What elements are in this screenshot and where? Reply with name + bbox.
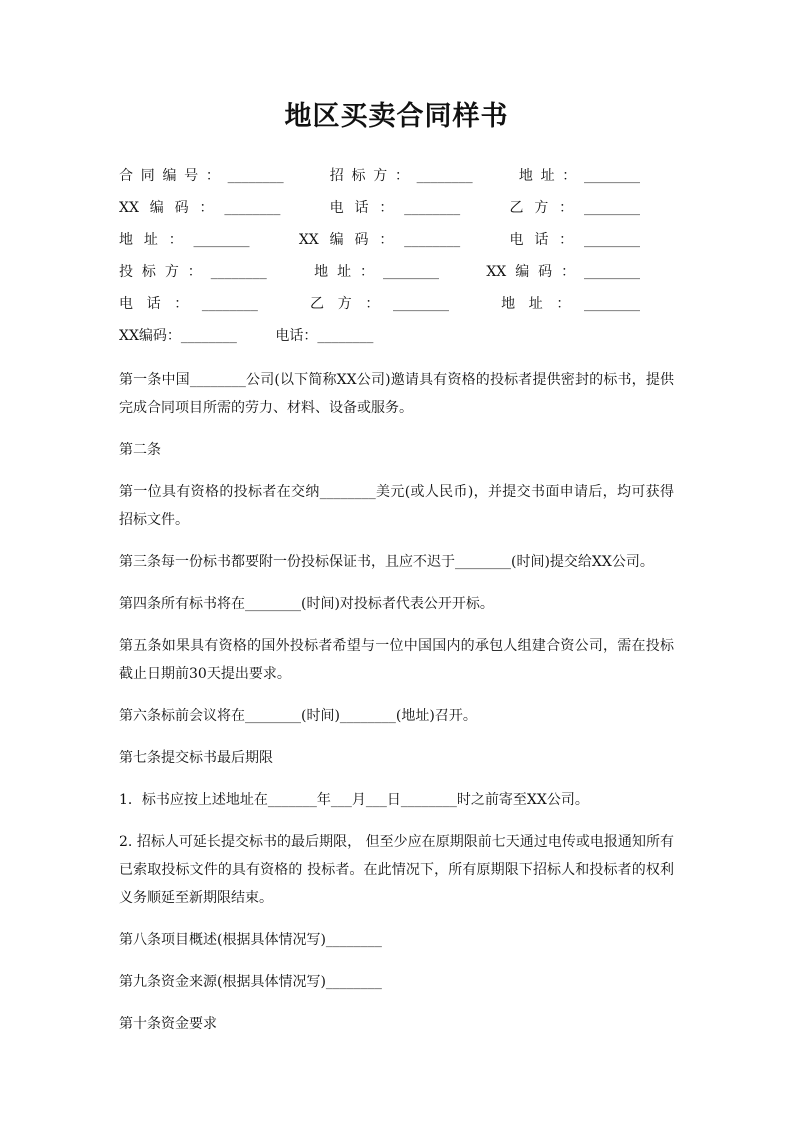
article-8: 第八条项目概述(根据具体情况写)________ <box>119 932 382 948</box>
contract-header-fields <box>119 160 674 352</box>
party-b-2-postcode-field: XX编码：________ <box>119 328 237 344</box>
tenderer-postcode-field: XX编码：________ <box>119 200 281 216</box>
party-b-field: 乙方：________ <box>509 200 641 216</box>
article-5: 第五条如果具有资格的国外投标者希望与一位中国国内的承包人组建合资公司，需在投标截止日期前30天提出要求。 <box>119 638 674 682</box>
document-title: 地区买卖合同样书 <box>284 101 509 132</box>
article-7-item-2: 2. 招标人可延长提交标书的最后期限， 但至少应在原期限前七天通过电传或电报通知所有已索取投标文件的具有资格的 投标者。在此情况下，所有原期限下招标人和投标者的权利义务顺延至新期限结束。 <box>119 834 674 906</box>
bidder-phone-field: 电话：________ <box>119 296 258 312</box>
party-b-2-address-field: 地址：________ <box>501 296 641 312</box>
bidder-postcode-field: XX编码：________ <box>486 264 641 280</box>
article-7-heading: 第七条提交标书最后期限 <box>119 750 273 766</box>
article-3: 第三条每一份标书都要附一份投标保证书，且应不迟于________(时间)提交给XX公司。 <box>119 554 654 570</box>
party-b-address-field: 地址：________ <box>119 232 250 248</box>
bidder-field: 投标方：________ <box>119 264 267 280</box>
party-b-2-phone-field: 电话：________ <box>275 328 374 344</box>
contract-number-field: 合同编号：________ <box>119 168 284 184</box>
party-b-postcode-field: XX编码：________ <box>298 232 461 248</box>
tenderer-phone-field: 电话：________ <box>329 200 461 216</box>
tenderer-field: 招标方：________ <box>329 168 473 184</box>
article-2-heading: 第二条 <box>119 442 161 458</box>
tenderer-address-field: 地址：________ <box>518 168 641 184</box>
article-9: 第九条资金来源(根据具体情况写)________ <box>119 974 382 990</box>
article-4: 第四条所有标书将在________(时间)对投标者代表公开开标。 <box>119 596 494 612</box>
article-7-item-1: 1．标书应按上述地址在_______年___月___日________时之前寄至XX公司。 <box>119 792 589 808</box>
article-10: 第十条资金要求 <box>119 1016 217 1032</box>
party-b-phone-field: 电话：________ <box>509 232 641 248</box>
article-2-body: 第一位具有资格的投标者在交纳________美元(或人民币)，并提交书面申请后，均可获得招标文件。 <box>119 484 674 528</box>
bidder-address-field: 地址：________ <box>314 264 439 280</box>
article-1: 第一条中国________公司(以下简称XX公司)邀请具有资格的投标者提供密封的标书，提供完成合同项目所需的劳力、材料、设备或服务。 <box>119 372 674 416</box>
article-6: 第六条标前会议将在________(时间)________(地址)召开。 <box>119 708 477 724</box>
party-b-2-field: 乙方：________ <box>310 296 449 312</box>
